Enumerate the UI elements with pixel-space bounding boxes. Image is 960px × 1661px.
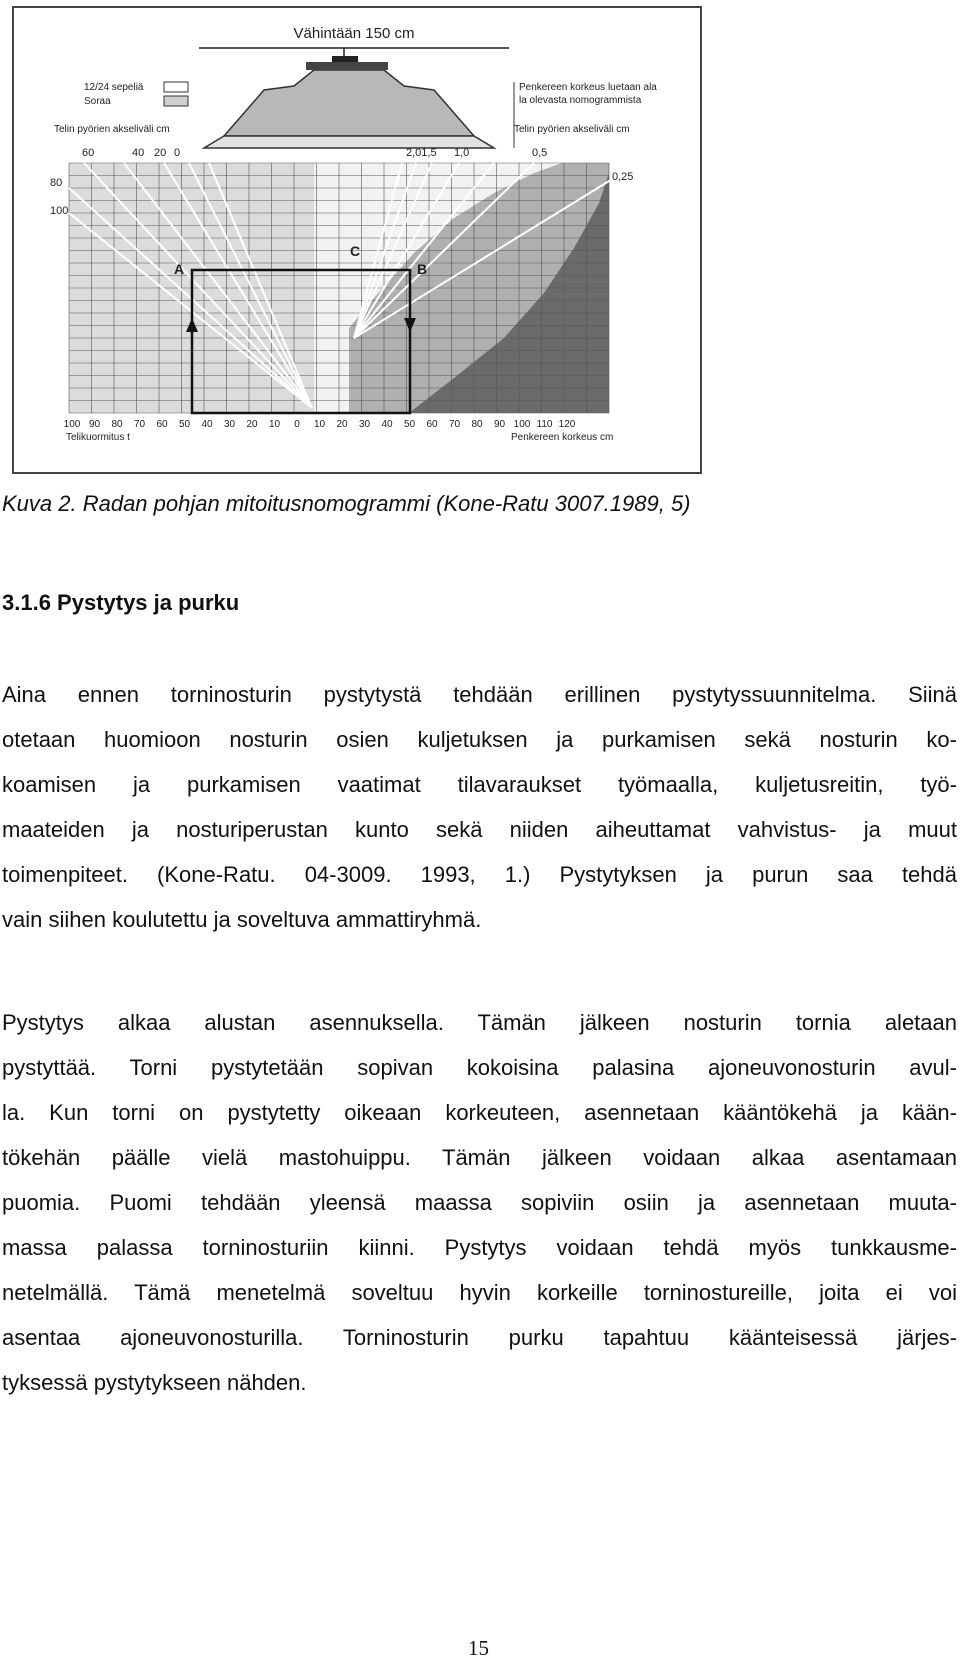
figure-top-label: Vähintään 150 cm xyxy=(293,25,415,42)
bottom-right-label: Penkereen korkeus cm xyxy=(511,432,614,443)
bottom-tick-label: 30 xyxy=(358,419,371,430)
section-heading: 3.1.6 Pystytys ja purku xyxy=(2,590,240,615)
paragraph-1 xyxy=(2,672,957,942)
rail xyxy=(332,56,358,62)
bottom-axis-ticks xyxy=(64,419,576,430)
left-tick-0: 0 xyxy=(174,147,181,159)
right-tick-025: 0,25 xyxy=(612,171,634,183)
right-tick-2015: 2,01,5 xyxy=(406,147,437,159)
bottom-tick-label: 0 xyxy=(294,419,300,430)
left-tick-60: 60 xyxy=(82,147,95,159)
nomogram-svg xyxy=(14,8,700,472)
bottom-tick-label: 90 xyxy=(493,419,506,430)
paragraph-line: Pystytys alkaa alustan asennuksella. Tämän jälkeen nosturin tornia aletaan xyxy=(2,1010,957,1035)
bottom-tick-label: 120 xyxy=(558,419,576,430)
paragraph-line: massa palassa torninosturiin kiinni. Pystytys voidaan tehdä myös tunkkausme- xyxy=(2,1235,957,1260)
bottom-tick-label: 10 xyxy=(268,419,281,430)
bottom-tick-label: 70 xyxy=(448,419,461,430)
paragraph-line: puomia. Puomi tehdään yleensä maassa sopiviin osiin ja asennetaan muuta- xyxy=(2,1190,957,1215)
paragraph-line: netelmällä. Tämä menetelmä soveltuu hyvin korkeille torninostureille, joita ei voi xyxy=(2,1280,957,1305)
right-axis-title: Telin pyörien akseliväli cm xyxy=(514,124,630,135)
bottom-tick-label: 70 xyxy=(133,419,146,430)
legend-label-soraa: Soraa xyxy=(84,96,111,107)
paragraph-line: vain siihen koulutettu ja soveltuva ammattiryhmä. xyxy=(2,907,482,932)
figure-caption: Kuva 2. Radan pohjan mitoitusnomogrammi (Kone-Ratu 3007.1989, 5) xyxy=(2,491,691,516)
bottom-tick-label: 40 xyxy=(381,419,393,430)
bottom-tick-label: 50 xyxy=(403,419,416,430)
right-note-2: la olevasta nomogrammista xyxy=(519,95,642,106)
left-value-80: 80 xyxy=(50,177,63,189)
bottom-tick-label: 100 xyxy=(63,419,81,430)
bottom-tick-label: 60 xyxy=(156,419,168,430)
left-axis-title: Telin pyörien akseliväli cm xyxy=(54,124,170,135)
bottom-tick-label: 20 xyxy=(246,419,258,430)
page-number: 15 xyxy=(468,1636,489,1660)
bottom-tick-label: 60 xyxy=(426,419,438,430)
legend-swatch-soraa xyxy=(164,96,188,106)
grid-lines xyxy=(69,163,609,413)
paragraph-line: pystyttää. Torni pystytetään sopivan kokoisina palasina ajoneuvonosturin avul- xyxy=(2,1055,957,1080)
legend-label-sepeli: 12/24 sepeliä xyxy=(84,82,144,93)
paragraph-line: tökehän päälle vielä mastohuippu. Tämän jälkeen voidaan alkaa asentamaan xyxy=(2,1145,957,1170)
bottom-tick-label: 10 xyxy=(313,419,326,430)
sleeper xyxy=(306,62,388,70)
paragraph-line: koamisen ja purkamisen vaatimat tilavaraukset työmaalla, kuljetusreitin, työ- xyxy=(2,772,957,797)
bottom-tick-label: 90 xyxy=(88,419,101,430)
bottom-tick-label: 80 xyxy=(471,419,483,430)
left-tick-40: 40 xyxy=(132,147,145,159)
paragraph-line: la. Kun torni on pystytetty oikeaan korkeuteen, asennetaan kääntökehä ja kään- xyxy=(2,1100,957,1125)
bottom-tick-label: 30 xyxy=(223,419,236,430)
bottom-tick-label: 40 xyxy=(201,419,213,430)
paragraph-line: maateiden ja nosturiperustan kunto sekä niiden aiheuttamat vahvistus- ja muut xyxy=(2,817,957,842)
paragraph-2 xyxy=(2,1000,957,1405)
point-label-b: B xyxy=(417,261,428,277)
bottom-tick-label: 110 xyxy=(536,419,553,430)
subgrade-profile xyxy=(204,136,494,148)
paragraph-line: Aina ennen torninosturin pystytystä tehdään erillinen pystytyssuunnitelma. Siinä xyxy=(2,682,957,707)
ballast-profile xyxy=(224,70,474,136)
point-label-a: A xyxy=(174,261,185,277)
left-value-100: 100 xyxy=(50,205,69,217)
bottom-tick-label: 100 xyxy=(513,419,531,430)
right-tick-10: 1,0 xyxy=(454,147,470,159)
paragraph-line: asentaa ajoneuvonosturilla. Torninosturin purku tapahtuu käänteisessä järjes- xyxy=(2,1325,957,1350)
legend-swatch-sepeli xyxy=(164,82,188,92)
paragraph-line: toimenpiteet. (Kone-Ratu. 04-3009. 1993, 1.) Pystytyksen ja purun saa tehdä xyxy=(2,862,957,887)
bottom-tick-label: 20 xyxy=(336,419,348,430)
point-label-c: C xyxy=(350,243,361,259)
bottom-tick-label: 50 xyxy=(178,419,191,430)
bottom-tick-label: 80 xyxy=(111,419,123,430)
left-tick-20: 20 xyxy=(154,147,167,159)
right-note-1: Penkereen korkeus luetaan ala xyxy=(519,82,657,93)
nomogram-figure xyxy=(12,6,702,474)
paragraph-line: otetaan huomioon nosturin osien kuljetuksen ja purkamisen sekä nosturin ko- xyxy=(2,727,957,752)
bottom-left-label: Telikuormitus t xyxy=(66,432,130,443)
paragraph-line: tyksessä pystytykseen nähden. xyxy=(2,1370,307,1395)
right-tick-05: 0,5 xyxy=(532,147,548,159)
